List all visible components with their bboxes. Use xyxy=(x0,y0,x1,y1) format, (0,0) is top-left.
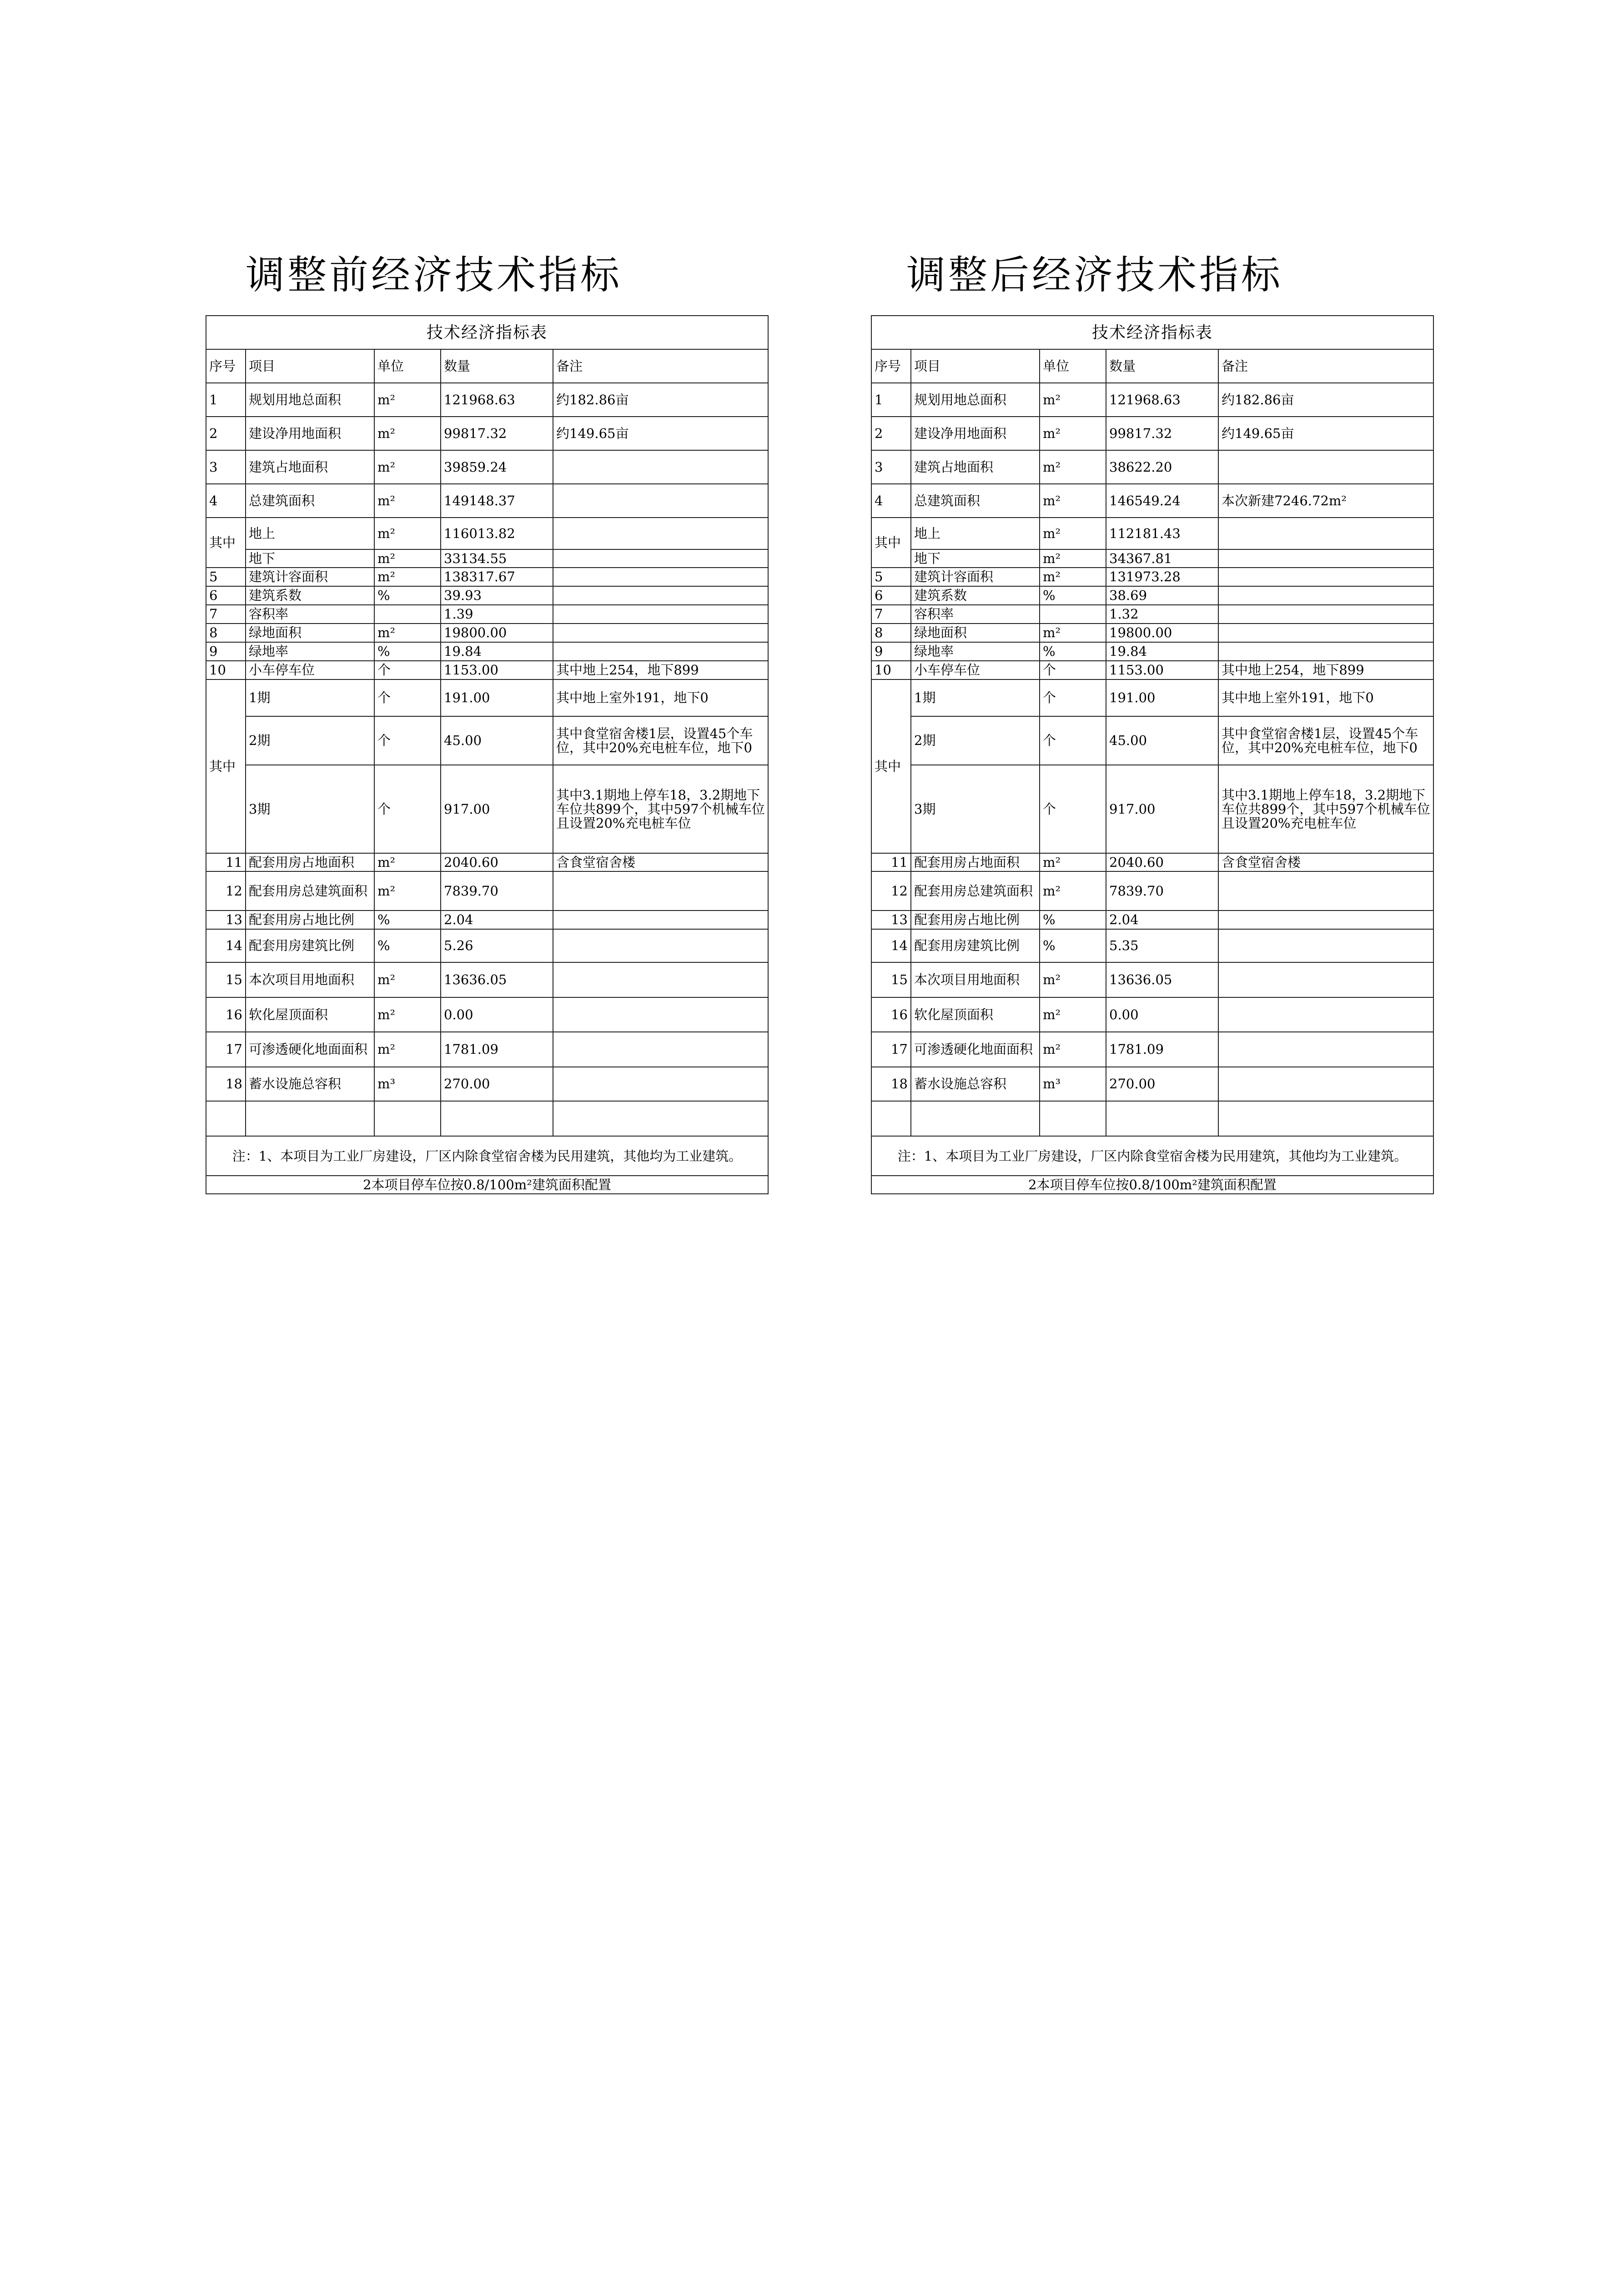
table-row xyxy=(871,661,1433,679)
row-remark xyxy=(1218,911,1433,929)
row-remark xyxy=(553,1032,768,1067)
table-row xyxy=(206,661,768,679)
row-unit: m² xyxy=(1040,549,1106,568)
row-quantity: 13636.05 xyxy=(1106,962,1218,997)
table-row xyxy=(206,605,768,624)
row-unit: m² xyxy=(1040,518,1106,549)
row-quantity: 131973.28 xyxy=(1106,568,1218,586)
row-item: 地下 xyxy=(246,549,374,568)
row-unit xyxy=(374,605,441,624)
row-item: 3期 xyxy=(911,765,1040,853)
row-unit: m² xyxy=(374,383,441,417)
header-seq: 序号 xyxy=(871,349,911,383)
row-seq: 10 xyxy=(206,661,246,679)
row-quantity: 1781.09 xyxy=(441,1032,553,1067)
row-quantity: 149148.37 xyxy=(441,484,553,518)
row-unit: m² xyxy=(374,518,441,549)
row-item: 总建筑面积 xyxy=(246,484,374,518)
table-caption: 技术经济指标表 xyxy=(206,316,768,349)
header-item: 项目 xyxy=(911,349,1040,383)
row-item: 蓄水设施总容积 xyxy=(911,1067,1040,1101)
table-row xyxy=(206,586,768,605)
table-row xyxy=(871,929,1433,962)
row-remark xyxy=(553,911,768,929)
row-item: 建筑计容面积 xyxy=(246,568,374,586)
row-quantity: 270.00 xyxy=(1106,1067,1218,1101)
row-unit: 个 xyxy=(1040,716,1106,765)
row-seq: 3 xyxy=(871,450,911,484)
row-remark xyxy=(1218,929,1433,962)
row-seq: 14 xyxy=(871,929,911,962)
row-remark xyxy=(553,929,768,962)
row-seq: 7 xyxy=(871,605,911,624)
row-item: 绿地面积 xyxy=(246,624,374,642)
row-seq: 11 xyxy=(871,853,911,871)
table-row xyxy=(206,1032,768,1067)
table-row xyxy=(871,1032,1433,1067)
table-row xyxy=(206,1067,768,1101)
row-item: 软化屋顶面积 xyxy=(246,997,374,1032)
header-remark: 备注 xyxy=(1218,349,1433,383)
table-row xyxy=(206,417,768,450)
row-unit: % xyxy=(374,642,441,661)
row-remark: 约149.65亩 xyxy=(553,417,768,450)
table-row xyxy=(871,450,1433,484)
row-remark: 其中3.1期地上停车18，3.2期地下车位共899个，其中597个机械车位且设置20%充电桩车位 xyxy=(1218,765,1433,853)
row-item: 本次项目用地面积 xyxy=(246,962,374,997)
header-unit: 单位 xyxy=(374,349,441,383)
row-unit: % xyxy=(374,929,441,962)
row-quantity: 19800.00 xyxy=(441,624,553,642)
row-item: 地上 xyxy=(246,518,374,549)
table-row xyxy=(871,765,1433,853)
row-unit: m² xyxy=(1040,997,1106,1032)
table-row xyxy=(206,765,768,853)
row-unit: 个 xyxy=(374,661,441,679)
row-remark xyxy=(1218,518,1433,549)
row-seq: 5 xyxy=(871,568,911,586)
table-row xyxy=(871,962,1433,997)
row-item: 小车停车位 xyxy=(911,661,1040,679)
row-unit: 个 xyxy=(1040,661,1106,679)
header-quantity: 数量 xyxy=(1106,349,1218,383)
row-quantity: 1.32 xyxy=(1106,605,1218,624)
table-row xyxy=(871,605,1433,624)
row-item: 配套用房建筑比例 xyxy=(246,929,374,962)
row-quantity: 116013.82 xyxy=(441,518,553,549)
row-quantity: 0.00 xyxy=(1106,997,1218,1032)
row-item: 建筑占地面积 xyxy=(911,450,1040,484)
row-remark xyxy=(553,518,768,549)
header-remark: 备注 xyxy=(553,349,768,383)
row-unit: % xyxy=(1040,929,1106,962)
row-seq: 10 xyxy=(871,661,911,679)
table-row xyxy=(206,383,768,417)
row-quantity: 39859.24 xyxy=(441,450,553,484)
row-quantity: 38.69 xyxy=(1106,586,1218,605)
row-item: 2期 xyxy=(246,716,374,765)
after-indicators-table xyxy=(871,315,1434,1194)
row-quantity: 1781.09 xyxy=(1106,1032,1218,1067)
row-unit: m² xyxy=(374,568,441,586)
table-row xyxy=(871,997,1433,1032)
row-quantity: 2040.60 xyxy=(1106,853,1218,871)
row-remark xyxy=(553,1067,768,1101)
row-item: 3期 xyxy=(246,765,374,853)
row-quantity: 917.00 xyxy=(1106,765,1218,853)
table-row xyxy=(206,518,768,549)
row-item: 规划用地总面积 xyxy=(246,383,374,417)
row-quantity: 99817.32 xyxy=(441,417,553,450)
row-unit: m² xyxy=(1040,568,1106,586)
row-remark xyxy=(553,568,768,586)
row-remark xyxy=(1218,586,1433,605)
row-unit: m² xyxy=(374,549,441,568)
row-item: 配套用房占地面积 xyxy=(911,853,1040,871)
row-unit: % xyxy=(1040,911,1106,929)
row-seq: 13 xyxy=(206,911,246,929)
table-row xyxy=(871,549,1433,568)
row-item: 总建筑面积 xyxy=(911,484,1040,518)
before-indicators-table xyxy=(206,315,769,1194)
before-adjustment-heading: 调整前经济技术指标 xyxy=(246,252,622,298)
row-unit xyxy=(1040,605,1106,624)
table-row xyxy=(871,568,1433,586)
table-row xyxy=(871,853,1433,871)
row-quantity: 19.84 xyxy=(1106,642,1218,661)
row-seq: 12 xyxy=(871,871,911,911)
row-seq: 17 xyxy=(871,1032,911,1067)
row-seq: 12 xyxy=(206,871,246,911)
row-item: 配套用房总建筑面积 xyxy=(911,871,1040,911)
row-item: 规划用地总面积 xyxy=(911,383,1040,417)
row-unit: 个 xyxy=(374,765,441,853)
row-unit: m² xyxy=(1040,417,1106,450)
row-group-label: 其中 xyxy=(206,679,246,853)
row-unit: m² xyxy=(1040,484,1106,518)
row-seq: 13 xyxy=(871,911,911,929)
table-row xyxy=(206,997,768,1032)
row-remark: 约149.65亩 xyxy=(1218,417,1433,450)
table-row xyxy=(206,929,768,962)
header-unit: 单位 xyxy=(1040,349,1106,383)
row-item: 1期 xyxy=(246,679,374,716)
row-item: 建筑系数 xyxy=(911,586,1040,605)
row-quantity: 7839.70 xyxy=(1106,871,1218,911)
row-remark: 本次新建7246.72m² xyxy=(1218,484,1433,518)
row-quantity: 13636.05 xyxy=(441,962,553,997)
row-remark: 其中食堂宿舍楼1层，设置45个车位，其中20%充电桩车位，地下0 xyxy=(553,716,768,765)
table-row xyxy=(871,624,1433,642)
empty-row xyxy=(871,1101,1433,1136)
row-quantity: 270.00 xyxy=(441,1067,553,1101)
table-row xyxy=(871,642,1433,661)
row-remark xyxy=(553,484,768,518)
table-row xyxy=(871,383,1433,417)
table-row xyxy=(206,568,768,586)
row-item: 配套用房占地比例 xyxy=(246,911,374,929)
row-unit: m² xyxy=(374,1032,441,1067)
table-row xyxy=(871,871,1433,911)
row-unit: m³ xyxy=(1040,1067,1106,1101)
row-remark xyxy=(1218,605,1433,624)
row-seq: 9 xyxy=(206,642,246,661)
row-group-label: 其中 xyxy=(871,518,911,568)
row-quantity: 112181.43 xyxy=(1106,518,1218,549)
row-item: 绿地率 xyxy=(246,642,374,661)
row-seq: 18 xyxy=(206,1067,246,1101)
row-quantity: 0.00 xyxy=(441,997,553,1032)
row-seq: 5 xyxy=(206,568,246,586)
row-seq: 6 xyxy=(871,586,911,605)
row-unit: m² xyxy=(1040,1032,1106,1067)
row-quantity: 7839.70 xyxy=(441,871,553,911)
row-remark: 约182.86亩 xyxy=(1218,383,1433,417)
row-unit: m² xyxy=(374,853,441,871)
row-seq: 15 xyxy=(871,962,911,997)
table-row xyxy=(206,624,768,642)
row-item: 配套用房占地面积 xyxy=(246,853,374,871)
row-seq: 17 xyxy=(206,1032,246,1067)
row-remark xyxy=(553,642,768,661)
row-quantity: 191.00 xyxy=(441,679,553,716)
row-item: 绿地面积 xyxy=(911,624,1040,642)
table-row xyxy=(206,549,768,568)
row-quantity: 917.00 xyxy=(441,765,553,853)
row-item: 蓄水设施总容积 xyxy=(246,1067,374,1101)
row-quantity: 39.93 xyxy=(441,586,553,605)
row-quantity: 5.35 xyxy=(1106,929,1218,962)
row-unit: m² xyxy=(374,871,441,911)
row-quantity: 138317.67 xyxy=(441,568,553,586)
row-quantity: 1153.00 xyxy=(441,661,553,679)
row-unit: % xyxy=(1040,642,1106,661)
row-item: 本次项目用地面积 xyxy=(911,962,1040,997)
row-unit: m³ xyxy=(374,1067,441,1101)
row-remark xyxy=(553,450,768,484)
row-quantity: 2.04 xyxy=(441,911,553,929)
row-quantity: 19.84 xyxy=(441,642,553,661)
table-note: 注：1、本项目为工业厂房建设，厂区内除食堂宿舍楼为民用建筑，其他均为工业建筑。 xyxy=(206,1136,768,1176)
row-seq: 1 xyxy=(206,383,246,417)
row-remark: 其中地上254，地下899 xyxy=(553,661,768,679)
row-unit: 个 xyxy=(1040,679,1106,716)
row-seq: 14 xyxy=(206,929,246,962)
row-quantity: 45.00 xyxy=(1106,716,1218,765)
row-seq: 6 xyxy=(206,586,246,605)
table-row xyxy=(206,484,768,518)
row-group-label: 其中 xyxy=(871,679,911,853)
row-seq: 3 xyxy=(206,450,246,484)
row-quantity: 1153.00 xyxy=(1106,661,1218,679)
row-item: 配套用房占地比例 xyxy=(911,911,1040,929)
row-seq: 4 xyxy=(206,484,246,518)
table-row xyxy=(206,679,768,716)
row-unit: % xyxy=(374,586,441,605)
row-quantity: 19800.00 xyxy=(1106,624,1218,642)
row-seq: 1 xyxy=(871,383,911,417)
row-remark xyxy=(1218,1032,1433,1067)
row-item: 建筑系数 xyxy=(246,586,374,605)
row-remark: 其中地上室外191，地下0 xyxy=(553,679,768,716)
row-seq: 16 xyxy=(871,997,911,1032)
row-unit: m² xyxy=(1040,450,1106,484)
table-row xyxy=(206,716,768,765)
table-row xyxy=(871,586,1433,605)
row-item: 配套用房建筑比例 xyxy=(911,929,1040,962)
row-seq: 7 xyxy=(206,605,246,624)
table-note-parking: 2本项目停车位按0.8/100m²建筑面积配置 xyxy=(871,1176,1433,1194)
row-remark: 其中3.1期地上停车18，3.2期地下车位共899个，其中597个机械车位且设置20%充电桩车位 xyxy=(553,765,768,853)
header-quantity: 数量 xyxy=(441,349,553,383)
row-seq: 9 xyxy=(871,642,911,661)
table-row xyxy=(206,642,768,661)
row-unit: % xyxy=(374,911,441,929)
row-quantity: 121968.63 xyxy=(1106,383,1218,417)
table-row xyxy=(206,911,768,929)
row-seq: 8 xyxy=(871,624,911,642)
row-seq: 2 xyxy=(871,417,911,450)
row-remark xyxy=(1218,549,1433,568)
row-remark xyxy=(1218,624,1433,642)
row-remark xyxy=(1218,1067,1433,1101)
row-item: 2期 xyxy=(911,716,1040,765)
row-seq: 16 xyxy=(206,997,246,1032)
empty-row xyxy=(206,1101,768,1136)
row-quantity: 121968.63 xyxy=(441,383,553,417)
row-remark xyxy=(1218,962,1433,997)
row-item: 地下 xyxy=(911,549,1040,568)
row-unit: m² xyxy=(374,450,441,484)
row-seq: 8 xyxy=(206,624,246,642)
row-quantity: 1.39 xyxy=(441,605,553,624)
after-adjustment-heading: 调整后经济技术指标 xyxy=(906,252,1283,298)
row-unit: m² xyxy=(1040,853,1106,871)
row-unit: m² xyxy=(374,484,441,518)
row-remark xyxy=(553,549,768,568)
row-item: 建筑占地面积 xyxy=(246,450,374,484)
header-seq: 序号 xyxy=(206,349,246,383)
row-remark: 其中食堂宿舍楼1层，设置45个车位，其中20%充电桩车位，地下0 xyxy=(1218,716,1433,765)
row-remark: 含食堂宿舍楼 xyxy=(553,853,768,871)
row-seq: 4 xyxy=(871,484,911,518)
row-remark xyxy=(553,605,768,624)
row-remark xyxy=(553,624,768,642)
row-unit: m² xyxy=(1040,871,1106,911)
row-item: 配套用房总建筑面积 xyxy=(246,871,374,911)
table-row xyxy=(871,518,1433,549)
row-quantity: 38622.20 xyxy=(1106,450,1218,484)
row-unit: m² xyxy=(374,624,441,642)
row-seq: 15 xyxy=(206,962,246,997)
row-item: 可渗透硬化地面面积 xyxy=(246,1032,374,1067)
row-quantity: 33134.55 xyxy=(441,549,553,568)
table-row xyxy=(206,871,768,911)
row-remark xyxy=(1218,568,1433,586)
row-quantity: 45.00 xyxy=(441,716,553,765)
row-item: 容积率 xyxy=(911,605,1040,624)
row-item: 建筑计容面积 xyxy=(911,568,1040,586)
row-seq: 11 xyxy=(206,853,246,871)
row-remark: 其中地上254，地下899 xyxy=(1218,661,1433,679)
row-quantity: 99817.32 xyxy=(1106,417,1218,450)
table-row xyxy=(871,716,1433,765)
row-quantity: 191.00 xyxy=(1106,679,1218,716)
row-seq: 2 xyxy=(206,417,246,450)
row-remark xyxy=(1218,450,1433,484)
row-item: 建设净用地面积 xyxy=(911,417,1040,450)
row-remark: 其中地上室外191，地下0 xyxy=(1218,679,1433,716)
row-quantity: 5.26 xyxy=(441,929,553,962)
row-item: 可渗透硬化地面面积 xyxy=(911,1032,1040,1067)
row-unit: m² xyxy=(1040,962,1106,997)
row-item: 小车停车位 xyxy=(246,661,374,679)
row-unit: 个 xyxy=(374,716,441,765)
row-item: 1期 xyxy=(911,679,1040,716)
row-remark: 含食堂宿舍楼 xyxy=(1218,853,1433,871)
row-remark xyxy=(553,997,768,1032)
row-item: 绿地率 xyxy=(911,642,1040,661)
row-unit: m² xyxy=(1040,383,1106,417)
row-item: 地上 xyxy=(911,518,1040,549)
row-unit: % xyxy=(1040,586,1106,605)
table-row xyxy=(871,484,1433,518)
row-remark xyxy=(553,586,768,605)
table-note-parking: 2本项目停车位按0.8/100m²建筑面积配置 xyxy=(206,1176,768,1194)
table-note: 注：1、本项目为工业厂房建设，厂区内除食堂宿舍楼为民用建筑，其他均为工业建筑。 xyxy=(871,1136,1433,1176)
table-row xyxy=(871,1067,1433,1101)
table-caption: 技术经济指标表 xyxy=(871,316,1433,349)
row-unit: m² xyxy=(1040,624,1106,642)
row-quantity: 2040.60 xyxy=(441,853,553,871)
row-item: 容积率 xyxy=(246,605,374,624)
row-unit: 个 xyxy=(374,679,441,716)
row-remark xyxy=(1218,871,1433,911)
row-group-label: 其中 xyxy=(206,518,246,568)
table-row xyxy=(871,911,1433,929)
table-row xyxy=(871,679,1433,716)
row-remark xyxy=(1218,997,1433,1032)
row-remark: 约182.86亩 xyxy=(553,383,768,417)
row-unit: m² xyxy=(374,962,441,997)
row-unit: m² xyxy=(374,417,441,450)
table-row xyxy=(206,450,768,484)
header-item: 项目 xyxy=(246,349,374,383)
row-seq: 18 xyxy=(871,1067,911,1101)
row-unit: m² xyxy=(374,997,441,1032)
table-row xyxy=(871,417,1433,450)
row-remark xyxy=(553,871,768,911)
row-quantity: 2.04 xyxy=(1106,911,1218,929)
table-row xyxy=(206,962,768,997)
row-remark xyxy=(553,962,768,997)
row-remark xyxy=(1218,642,1433,661)
row-item: 建设净用地面积 xyxy=(246,417,374,450)
row-item: 软化屋顶面积 xyxy=(911,997,1040,1032)
row-quantity: 34367.81 xyxy=(1106,549,1218,568)
row-quantity: 146549.24 xyxy=(1106,484,1218,518)
row-unit: 个 xyxy=(1040,765,1106,853)
table-row xyxy=(206,853,768,871)
